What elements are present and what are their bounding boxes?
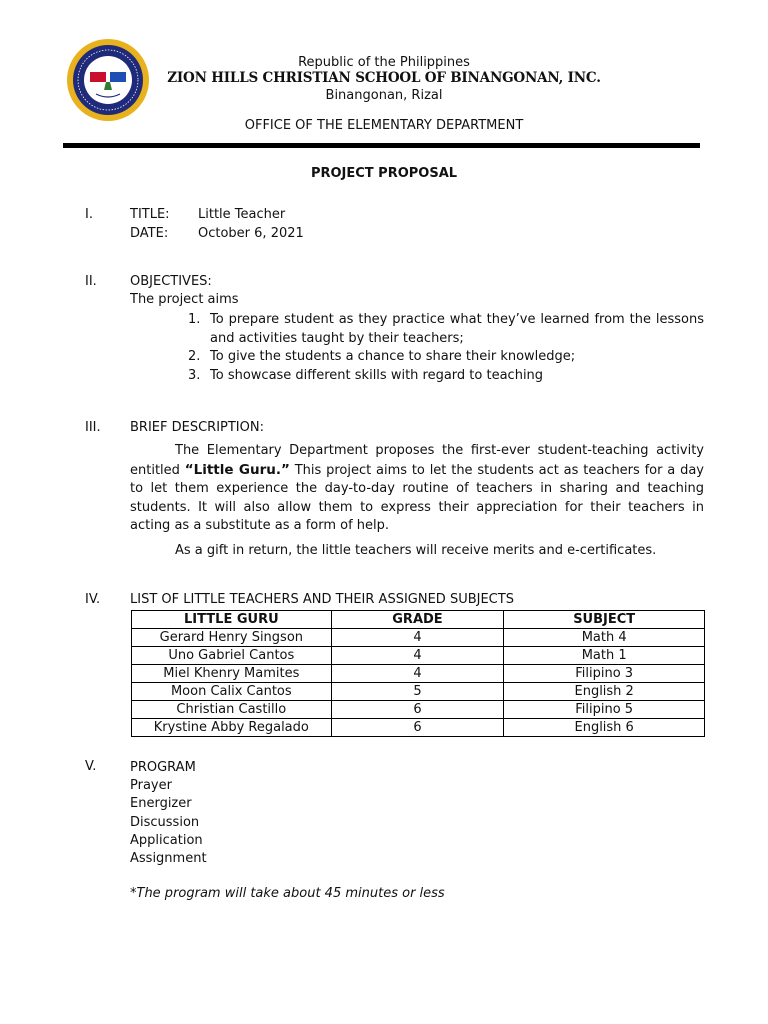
cell-subject: Filipino 3	[504, 665, 705, 683]
program-item: Assignment	[130, 851, 207, 867]
header-school-name: ZION HILLS CHRISTIAN SCHOOL OF BINANGONAN, INC.	[167, 70, 601, 86]
cell-subject: Math 1	[504, 647, 705, 665]
program-item: Application	[130, 832, 203, 848]
description-body	[130, 442, 704, 560]
school-seal-logo	[66, 38, 150, 122]
section-number-5: V.	[85, 759, 97, 774]
cell-subject: Filipino 5	[504, 701, 705, 719]
description-text-after: This project aims to let the students act as teachers for a day to let them experience the day-to-day routine of teachers in sharing and teaching students. It will also allow them to express their appreciation for their teachers in acting as a substitute as a form of help.	[130, 462, 704, 533]
objectives-intro: The project aims	[130, 292, 239, 307]
table-row	[132, 665, 705, 683]
cell-subject: English 6	[504, 719, 705, 737]
cell-grade: 6	[331, 719, 504, 737]
section-number-2: II.	[85, 274, 97, 289]
table-row	[132, 701, 705, 719]
program-item: Discussion	[130, 814, 200, 830]
document-title: PROJECT PROPOSAL	[310, 166, 458, 181]
objective-number: 1.	[188, 312, 201, 327]
section-number-3: III.	[85, 420, 101, 435]
cell-grade: 4	[331, 665, 504, 683]
program-list	[130, 759, 207, 868]
objective-item	[188, 367, 704, 386]
header-republic: Republic of the Philippines	[298, 55, 470, 70]
cell-name: Gerard Henry Singson	[132, 629, 332, 647]
cell-name: Krystine Abby Regalado	[132, 719, 332, 737]
cell-grade: 6	[331, 701, 504, 719]
cell-name: Moon Calix Cantos	[132, 683, 332, 701]
objective-number: 2.	[188, 349, 201, 364]
objective-item	[188, 311, 704, 348]
objectives-list	[188, 311, 704, 385]
table-row	[132, 629, 705, 647]
date-value: October 6, 2021	[198, 226, 304, 241]
project-name-bold: “Little Guru.”	[184, 461, 290, 478]
cell-name: Miel Khenry Mamites	[132, 665, 332, 683]
objective-text: To give the students a chance to share their knowledge;	[210, 349, 576, 364]
description-paragraph-2: As a gift in return, the little teachers will receive merits and e-certificates.	[175, 542, 657, 558]
header-location: Binangonan, Rizal	[325, 88, 443, 103]
cell-grade: 4	[331, 629, 504, 647]
header-divider	[63, 143, 700, 148]
school-seal-icon	[66, 38, 150, 122]
column-header-little-guru: LITTLE GURU	[132, 611, 332, 629]
program-heading: PROGRAM	[130, 760, 196, 775]
objective-item	[188, 348, 704, 367]
description-text-before: The Elementary Department proposes the first-ever student-teaching activity entitled	[130, 443, 704, 478]
seal-flag-left	[90, 72, 106, 82]
cell-grade: 5	[331, 683, 504, 701]
list-heading: LIST OF LITTLE TEACHERS AND THEIR ASSIGNED SUBJECTS	[130, 592, 514, 607]
program-item: Energizer	[130, 796, 192, 812]
title-value: Little Teacher	[198, 207, 286, 222]
section-number-1: I.	[85, 207, 93, 222]
objective-number: 3.	[188, 367, 201, 383]
objective-text: To showcase different skills with regard to teaching	[210, 367, 544, 383]
cell-grade: 4	[331, 647, 504, 665]
program-duration-note: *The program will take about 45 minutes or less	[130, 886, 445, 901]
objectives-heading: OBJECTIVES:	[130, 274, 212, 289]
column-header-grade: GRADE	[331, 611, 504, 629]
table-row	[132, 719, 705, 737]
seal-flag-right	[110, 72, 126, 82]
description-heading: BRIEF DESCRIPTION:	[130, 420, 264, 435]
cell-subject: Math 4	[504, 629, 705, 647]
column-header-subject: SUBJECT	[504, 611, 705, 629]
table-row	[132, 683, 705, 701]
header-office: OFFICE OF THE ELEMENTARY DEPARTMENT	[244, 118, 524, 133]
section-number-4: IV.	[85, 592, 101, 607]
teachers-table	[131, 610, 705, 737]
program-item: Prayer	[130, 778, 172, 794]
title-label: TITLE:	[130, 207, 170, 222]
cell-subject: English 2	[504, 683, 705, 701]
table-row	[132, 647, 705, 665]
description-paragraph-1	[130, 442, 704, 536]
cell-name: Christian Castillo	[132, 701, 332, 719]
cell-name: Uno Gabriel Cantos	[132, 647, 332, 665]
table-header-row	[132, 611, 705, 629]
objective-text: To prepare student as they practice what they’ve learned from the lessons and activities taught by their teachers;	[210, 312, 704, 346]
date-label: DATE:	[130, 226, 169, 241]
